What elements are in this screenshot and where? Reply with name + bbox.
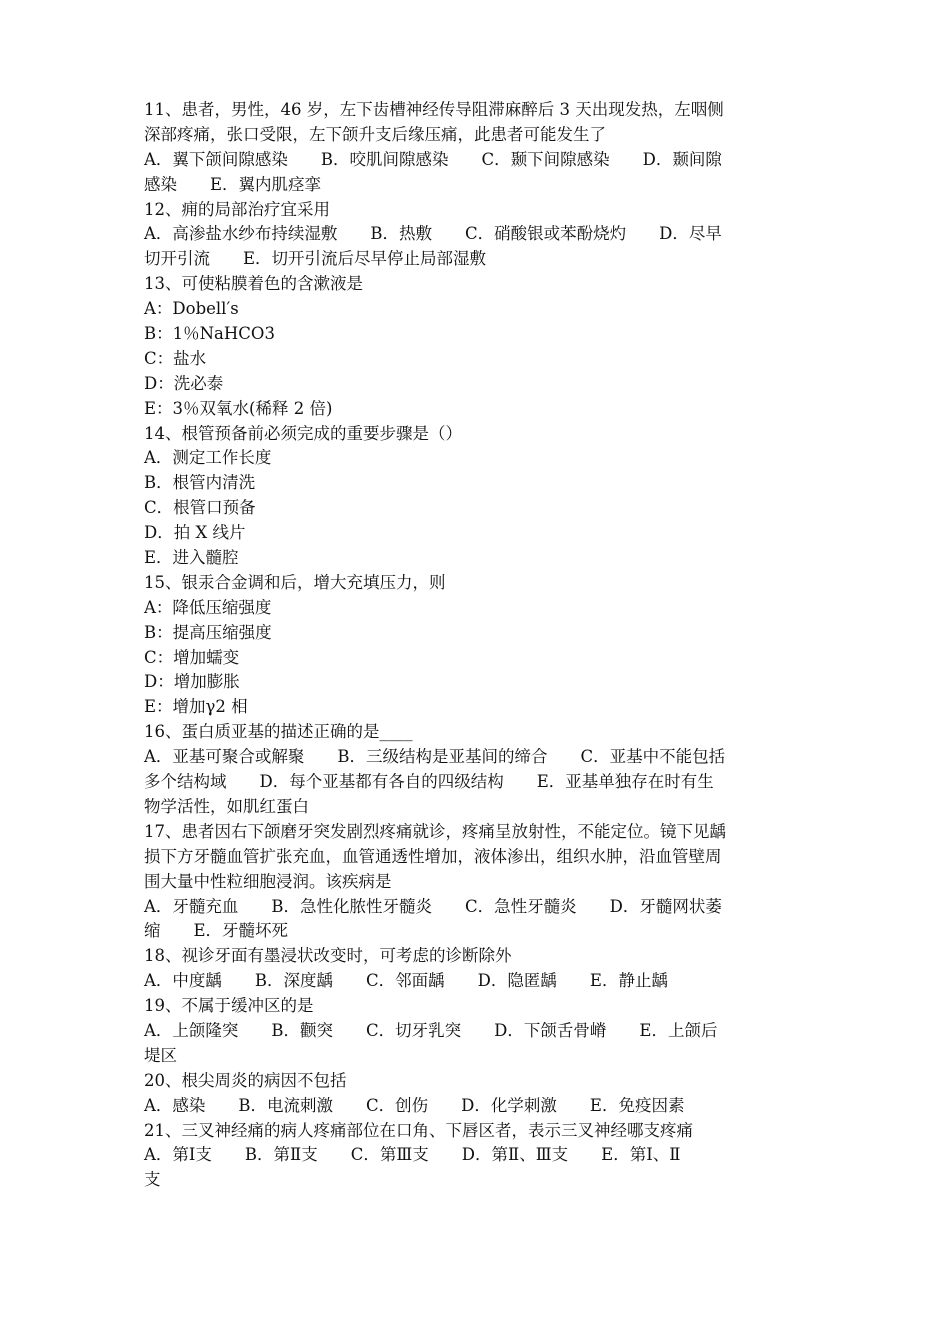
text-line: 16、蛋白质亚基的描述正确的是____ [144, 722, 413, 742]
text-line: B．根管内清洗 [144, 473, 256, 493]
text-line: 物学活性，如肌红蛋白 [144, 796, 309, 816]
text-line: 21、三叉神经痛的病人疼痛部位在口角、下唇区者，表示三叉神经哪支疼痛 [144, 1120, 693, 1140]
text-line: E．进入髓腔 [144, 548, 239, 568]
text-line: A：Dobell′s [144, 299, 239, 319]
text-line: A．牙髓充血 B．急性化脓性牙髓炎 C．急性牙髓炎 D．牙髓网状萎 [144, 896, 722, 916]
text-line: A．高渗盐水纱布持续湿敷 B．热敷 C．硝酸银或苯酚烧灼 D．尽早 [144, 224, 722, 244]
text-line: D：增加膨胀 [144, 672, 240, 692]
text-line: D：洗必泰 [144, 373, 224, 393]
text-line: 20、根尖周炎的病因不包括 [144, 1070, 347, 1090]
text-line: 切开引流 E．切开引流后尽早停止局部湿敷 [144, 249, 487, 269]
text-line: 13、可使粘膜着色的含漱液是 [144, 274, 363, 294]
text-line: 缩 E．牙髓坏死 [144, 921, 289, 941]
text-line: 18、视诊牙面有墨浸状改变时，可考虑的诊断除外 [144, 946, 512, 966]
text-line: A：降低压缩强度 [144, 597, 272, 617]
text-line: A．上颌隆突 B．颧突 C．切牙乳突 D．下颌舌骨嵴 E．上颌后 [144, 1020, 718, 1040]
text-line: 损下方牙髓血管扩张充血，血管通透性增加，液体渗出，组织水肿，沿血管壁周 [144, 846, 722, 866]
text-line: 14、根管预备前必须完成的重要步骤是（） [144, 423, 462, 443]
text-line: B：提高压缩强度 [144, 622, 272, 642]
text-line: 支 [144, 1170, 161, 1190]
text-line: 15、银汞合金调和后，增大充填压力，则 [144, 572, 446, 592]
document-page [144, 98, 808, 1193]
text-line: 堤区 [144, 1045, 177, 1065]
text-line: C：增加蠕变 [144, 647, 240, 667]
text-line: A．翼下颌间隙感染 B．咬肌间隙感染 C．颞下间隙感染 D．颞间隙 [144, 149, 722, 169]
text-line: D．拍 X 线片 [144, 523, 246, 543]
text-line: B：1％NaHCO3 [144, 324, 275, 344]
text-line: 11、患者，男性，46 岁，左下齿槽神经传导阻滞麻醉后 3 天出现发热，左咽侧 [144, 100, 724, 119]
text-line: 12、痈的局部治疗宜采用 [144, 199, 330, 219]
text-line: E：3％双氧水(稀释 2 倍) [144, 398, 333, 418]
text-line: 多个结构域 D．每个亚基都有各自的四级结构 E．亚基单独存在时有生 [144, 772, 714, 792]
text-line: 深部疼痛，张口受限，左下颌升支后缘压痛，此患者可能发生了 [144, 124, 606, 144]
text-line: C：盐水 [144, 348, 207, 368]
text-line: A．感染 B．电流刺激 C．创伤 D．化学刺激 E．免疫因素 [144, 1095, 685, 1115]
text-line: 17、患者因右下颌磨牙突发剧烈疼痛就诊，疼痛呈放射性，不能定位。镜下见龋 [144, 821, 726, 841]
text-line: A．亚基可聚合或解聚 B．三级结构是亚基间的缔合 C．亚基中不能包括 [144, 747, 726, 767]
text-line: C．根管口预备 [144, 498, 256, 518]
text-line: 感染 E．翼内肌痉挛 [144, 174, 322, 194]
text-line: A．中度龋 B．深度龋 C．邻面龋 D．隐匿龋 E．静止龋 [144, 971, 668, 991]
text-line: 19、不属于缓冲区的是 [144, 996, 314, 1016]
text-line: A．测定工作长度 [144, 448, 272, 468]
text-line: A．第Ⅰ支 B．第Ⅱ支 C．第Ⅲ支 D．第Ⅱ、Ⅲ支 E．第Ⅰ、Ⅱ [144, 1145, 681, 1165]
text-line: E：增加γ2 相 [144, 697, 248, 717]
text-line: 围大量中性粒细胞浸润。该疾病是 [144, 871, 392, 891]
